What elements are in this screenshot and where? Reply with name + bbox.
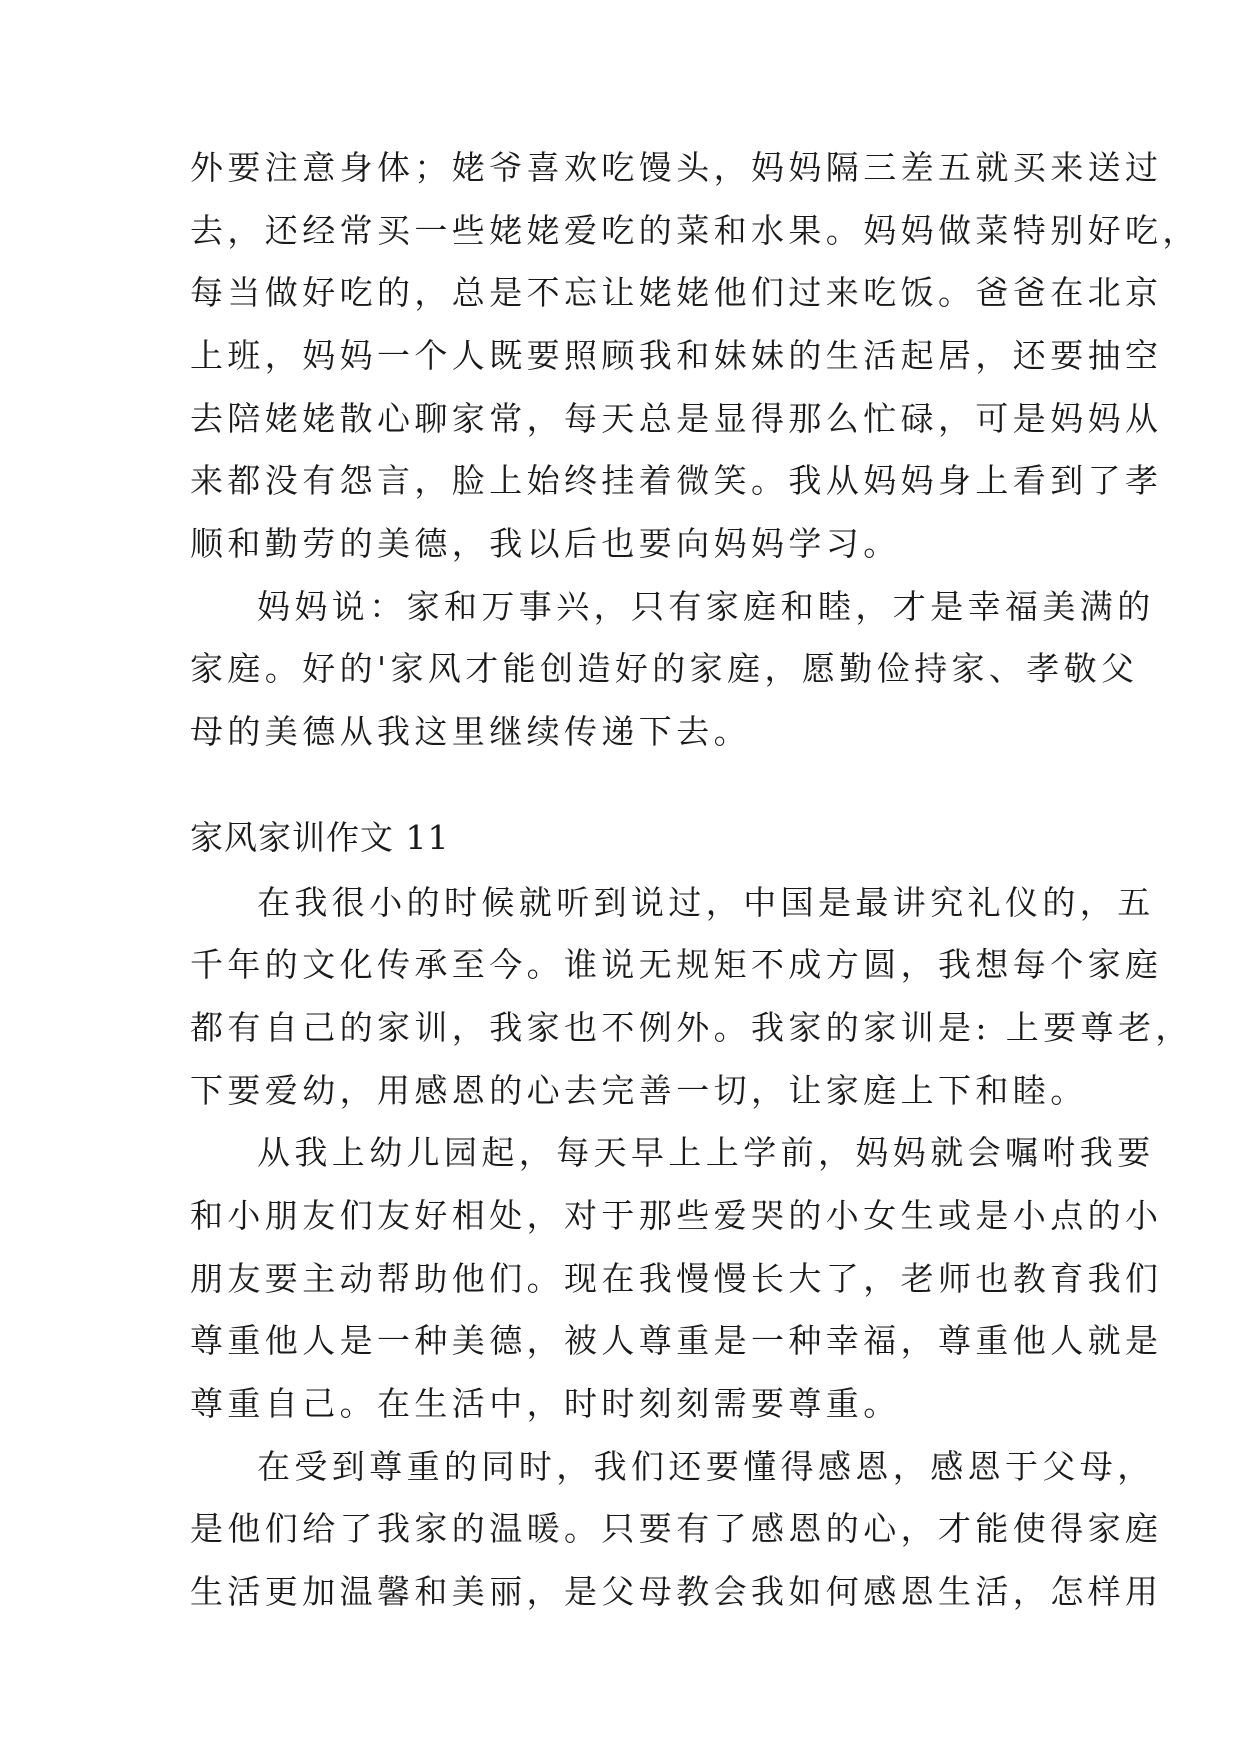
paragraph-line: 来都没有怨言，脸上始终挂着微笑。我从妈妈身上看到了孝 [190, 461, 1163, 500]
paragraph-line: 顺和勤劳的美德，我以后也要向妈妈学习。 [190, 524, 901, 563]
paragraph-line: 妈妈说：家和万事兴，只有家庭和睦，才是幸福美满的 [257, 587, 1155, 626]
section-title: 家风家训作文 11 [190, 818, 450, 857]
paragraph-line: 上班，妈妈一个人既要照顾我和妹妹的生活起居，还要抽空 [190, 336, 1163, 375]
paragraph-line: 生活更加温馨和美丽，是父母教会我如何感恩生活，怎样用 [190, 1572, 1163, 1611]
paragraph-line: 在我很小的时候就听到说过，中国是最讲究礼仪的，五 [257, 883, 1155, 922]
paragraph-line: 母的美德从我这里继续传递下去。 [190, 712, 751, 751]
paragraph-line: 千年的文化传承至今。谁说无规矩不成方圆，我想每个家庭 [190, 945, 1163, 984]
paragraph-line: 在受到尊重的同时，我们还要懂得感恩，感恩于父母， [257, 1447, 1155, 1486]
paragraph-line: 去陪姥姥散心聊家常，每天总是显得那么忙碌，可是妈妈从 [190, 399, 1163, 438]
paragraph-line: 外要注意身体；姥爷喜欢吃馒头，妈妈隔三差五就买来送过 [190, 148, 1163, 187]
paragraph-line: 朋友要主动帮助他们。现在我慢慢长大了，老师也教育我们 [190, 1259, 1163, 1298]
paragraph-line: 从我上幼儿园起，每天早上上学前，妈妈就会嘱咐我要 [257, 1133, 1155, 1172]
paragraph-line: 都有自己的家训，我家也不例外。我家的家训是: 上要尊老， [190, 1008, 1193, 1047]
paragraph-line: 下要爱幼，用感恩的心去完善一切，让家庭上下和睦。 [190, 1071, 1088, 1110]
paragraph-line: 去，还经常买一些姥姥爱吃的菜和水果。妈妈做菜特别好吃， [190, 211, 1200, 250]
paragraph-line: 尊重自己。在生活中，时时刻刻需要尊重。 [190, 1384, 901, 1423]
paragraph-line: 和小朋友们友好相处，对于那些爱哭的小女生或是小点的小 [190, 1196, 1163, 1235]
paragraph-line: 是他们给了我家的温暖。只要有了感恩的心，才能使得家庭 [190, 1509, 1163, 1548]
paragraph-line: 家庭。好的'家风才能创造好的家庭，愿勤俭持家、孝敬父 [190, 649, 1139, 688]
paragraph-line: 每当做好吃的，总是不忘让姥姥他们过来吃饭。爸爸在北京 [190, 273, 1163, 312]
paragraph-line: 尊重他人是一种美德，被人尊重是一种幸福，尊重他人就是 [190, 1321, 1163, 1360]
